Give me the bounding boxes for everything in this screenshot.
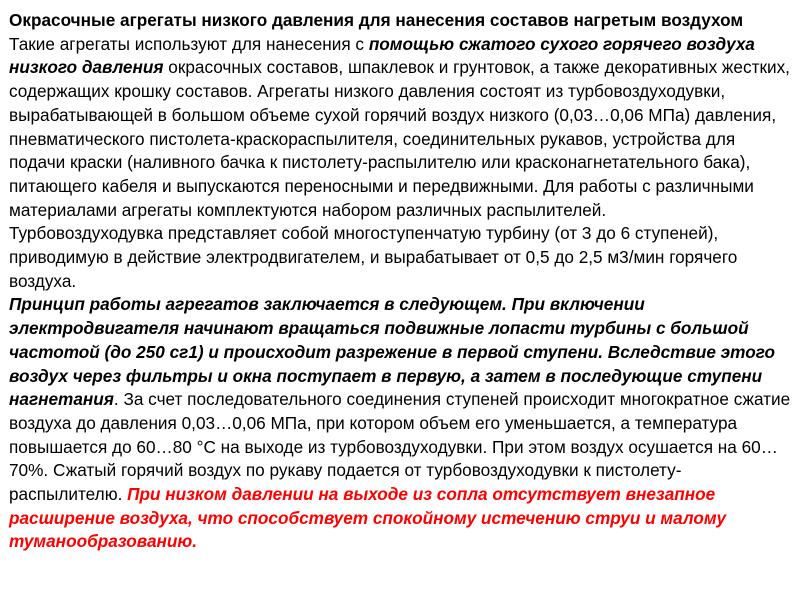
page-title: Окрасочные агрегаты низкого давления для нанесения составов нагретым воздухом <box>9 10 744 30</box>
paragraph-turboblower: Турбовоздуходувка представляет собой многоступенчатую турбину (от 3 до 6 ступеней), приводимую в действие электродвигателем, и вырабатывает от 0,5 до 2,5 м3/мин горячего воздуха. <box>9 223 738 291</box>
paragraph-description-text-2: окрасочных составов, шпаклевок и грунтовок, а также декоративных жестких, содержащих крошку составов. Агрегаты низкого давления состоят из турбовоздуходувки, вырабатывающей в большом объеме сухой горячий воздух низкого (0,03…0,06 МПа) давления, пневматического пистолета-краскораспылителя, соединительных рукавов, устройства для подачи краски (наливного бачка к пистолету-распылителю или красконагнетательного бака), питающего кабеля и выпускаются переносными и передвижными. Для работы с различными материалами агрегаты комплектуются набором различных распылителей. <box>9 57 790 220</box>
emphasis-principle: Принцип работы агрегатов заключается в следующем. При включении электродвигателя начинают вращаться подвижные лопасти турбины с большой частотой (до 250 сг1) и происходит разрежение в первой ступени. Вследствие этого воздух через фильтры и окна поступает в первую, а затем в последующие ступени нагнетания <box>9 294 775 410</box>
paragraph-principle <box>9 293 792 554</box>
emphasis-hot-air: помощью сжатого сухого горячего воздуха низкого давления <box>9 33 755 78</box>
paragraph-principle-text: . За счет последовательного соединения ступеней происходит многократное сжатие воздуха до давления 0,03…0,06 МПа, при котором объем его уменьшается, а температура повышается до 60…80 °С на выходе из турбовоздуходувки. При этом воздух осушается на 60…70%. Сжатый горячий воздух по рукаву подается от турбовоздуходувки к пистолету-распылителю. <box>9 389 791 505</box>
emphasis-low-pressure-red: При низком давлении на выходе из сопла отсутствует внезапное расширение воздуха, что способствует спокойному истечению струи и малому туманообразованию. <box>9 484 727 552</box>
paragraph-description <box>9 33 792 223</box>
paragraph-description-text-1: Такие агрегаты используют для нанесения с <box>9 33 369 54</box>
slide-body <box>9 9 792 554</box>
